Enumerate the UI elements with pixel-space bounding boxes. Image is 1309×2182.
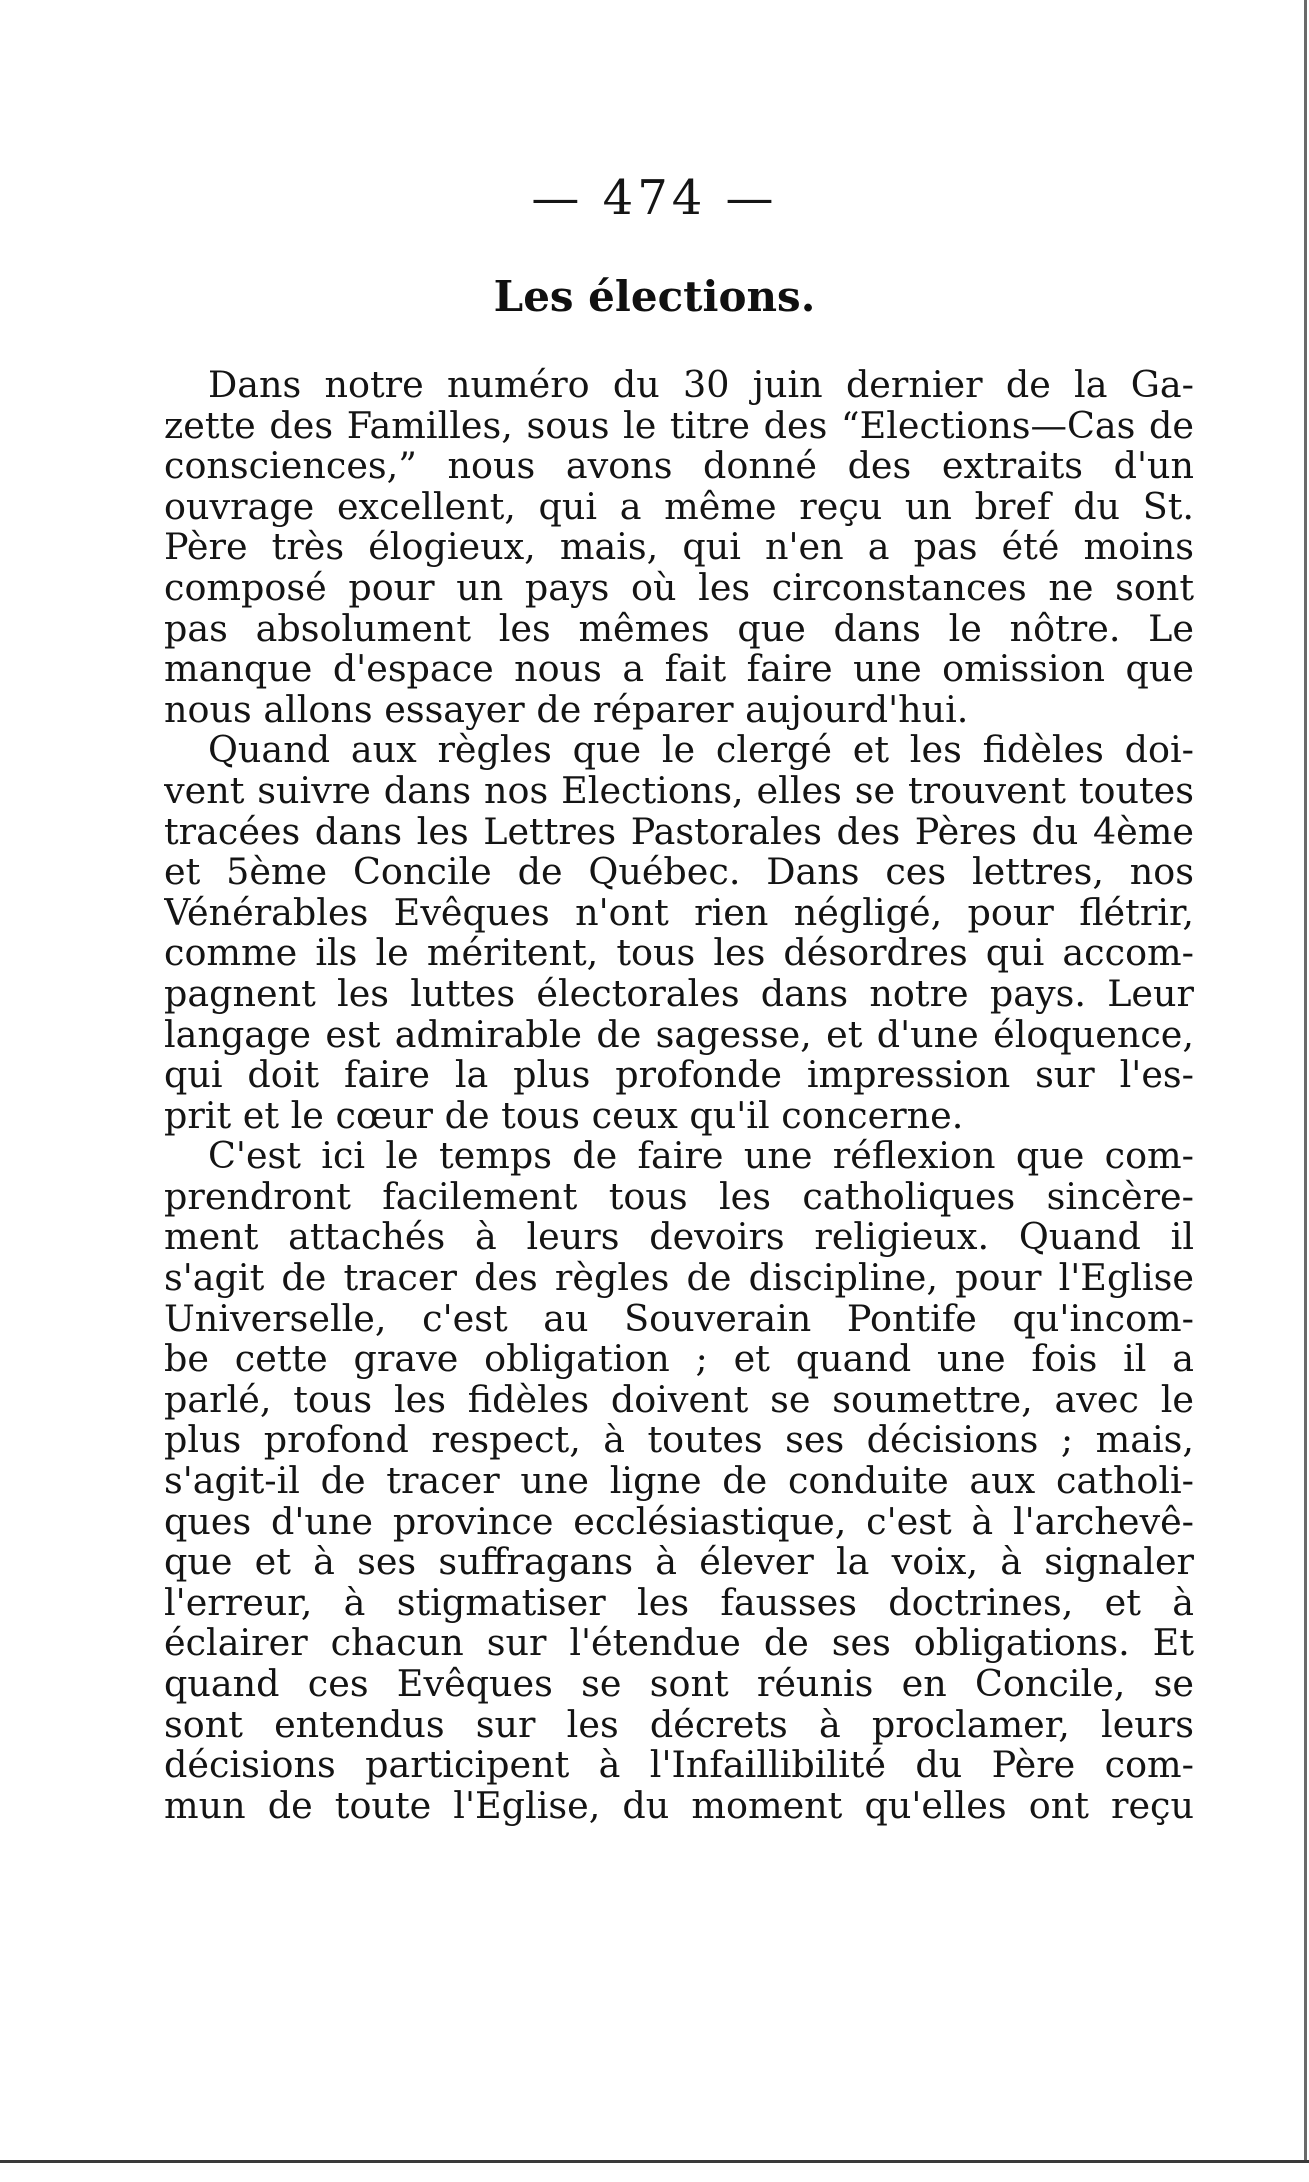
text-line: éclairer chacun sur l'étendue de ses obligations. Et <box>164 1623 1194 1664</box>
text-line: nous allons essayer de réparer aujourd'hui. <box>164 689 969 731</box>
text-line: quand ces Evêques se sont réunis en Concile, se <box>164 1664 1194 1705</box>
text-line: décisions participent à l'Infaillibilité du Père com- <box>164 1745 1194 1786</box>
text-line: Dans notre numéro du 30 juin dernier de la Ga- <box>208 365 1194 406</box>
text-line: vent suivre dans nos Elections, elles se trouvent toutes <box>164 770 1194 812</box>
text-line: ques d'une province ecclésiastique, c'est à l'archevê- <box>164 1501 1194 1543</box>
text-line: que et à ses suffragans à élever la voix, à signaler <box>164 1542 1194 1583</box>
text-line: prendront facilement tous les catholiques sincère- <box>164 1176 1194 1218</box>
text-line: Quand aux règles que le clergé et les fidèles doi- <box>208 730 1194 771</box>
text-line: Universelle, c'est au Souverain Pontife qu'incom- <box>164 1298 1194 1340</box>
text-line: Père très élogieux, mais, qui n'en a pas été moins <box>164 527 1194 568</box>
text-line: ment attachés à leurs devoirs religieux. Quand il <box>164 1217 1194 1259</box>
text-line: s'agit-il de tracer une ligne de conduite aux catholi- <box>164 1461 1194 1502</box>
page-number: — 474 — <box>531 170 778 226</box>
text-line: composé pour un pays où les circonstances ne sont <box>164 567 1194 609</box>
page-edge-right <box>1304 0 1307 2160</box>
text-line: parlé, tous les fidèles doivent se soumettre, avec le <box>164 1379 1194 1421</box>
text-line: plus profond respect, à toutes ses décisions ; mais, <box>164 1420 1194 1462</box>
text-line: sont entendus sur les décrets à proclamer, leurs <box>164 1704 1194 1746</box>
text-line: be cette grave obligation ; et quand une fois il a <box>164 1339 1194 1380</box>
text-line: comme ils le méritent, tous les désordres qui accom- <box>164 933 1194 974</box>
text-line: Vénérables Evêques n'ont rien négligé, pour flétrir, <box>164 892 1194 934</box>
text-line: et 5ème Concile de Québec. Dans ces lettres, nos <box>164 852 1194 893</box>
article-body <box>164 365 1194 1826</box>
text-line: pas absolument les mêmes que dans le nôtre. Le <box>164 608 1194 650</box>
text-line: manque d'espace nous a fait faire une omission que <box>164 649 1194 690</box>
text-line: langage est admirable de sagesse, et d'une éloquence, <box>164 1014 1194 1056</box>
text-line: prit et le cœur de tous ceux qu'il concerne. <box>164 1095 964 1137</box>
text-line: zette des Familles, sous le titre des “Elections—Cas de <box>164 405 1194 447</box>
article-heading: Les élections. <box>493 272 816 321</box>
text-line: mun de toute l'Eglise, du moment qu'elles ont reçu <box>164 1785 1194 1827</box>
text-line: qui doit faire la plus profonde impression sur l'es- <box>164 1055 1194 1096</box>
text-line: s'agit de tracer des règles de discipline, pour l'Eglise <box>164 1258 1194 1299</box>
text-line: pagnent les luttes électorales dans notre pays. Leur <box>164 973 1194 1015</box>
text-line: consciences,” nous avons donné des extraits d'un <box>164 446 1194 487</box>
text-line: ouvrage excellent, qui a même reçu un bref du St. <box>164 486 1194 528</box>
page-edge-bottom <box>0 2160 1309 2163</box>
text-line: l'erreur, à stigmatiser les fausses doctrines, et à <box>164 1582 1194 1624</box>
text-line: C'est ici le temps de faire une réflexion que com- <box>208 1136 1194 1177</box>
text-line: tracées dans les Lettres Pastorales des Pères du 4ème <box>164 811 1194 853</box>
